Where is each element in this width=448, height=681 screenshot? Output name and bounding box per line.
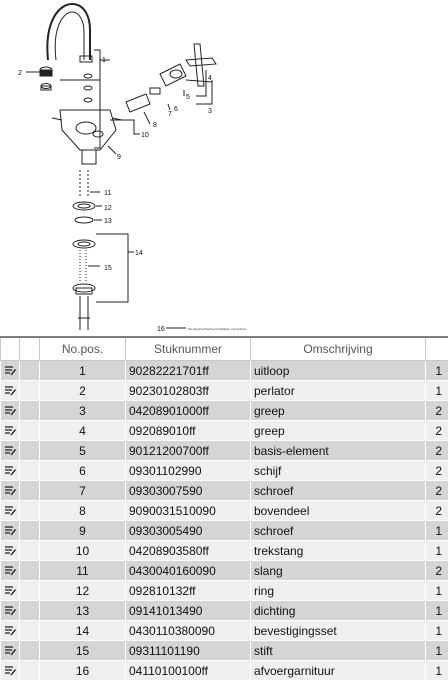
order-icon[interactable] <box>1 581 20 601</box>
cell-part-number: 0430040160090 <box>126 561 251 581</box>
cell-pos: 10 <box>40 541 126 561</box>
row-spacer <box>20 381 40 401</box>
cell-qty: 2 <box>426 401 448 421</box>
cell-part-number: 90230102803ff <box>126 381 251 401</box>
order-icon[interactable] <box>1 441 20 461</box>
cell-pos: 6 <box>40 461 126 481</box>
header-icon <box>1 338 20 361</box>
cell-pos: 8 <box>40 501 126 521</box>
row-spacer <box>20 661 40 681</box>
row-spacer <box>20 481 40 501</box>
table-row[interactable] <box>1 481 448 501</box>
cell-part-number: 0430110380090 <box>126 621 251 641</box>
cell-qty: 1 <box>426 641 448 661</box>
cell-description: stift <box>251 641 426 661</box>
svg-text:12: 12 <box>104 205 112 212</box>
svg-text:2: 2 <box>18 70 22 77</box>
cell-part-number: 04110100100ff <box>126 661 251 681</box>
cell-description: uitloop <box>251 361 426 381</box>
order-icon[interactable] <box>1 601 20 621</box>
header-pos[interactable]: No.pos. <box>40 338 126 361</box>
svg-text:16: 16 <box>157 326 165 333</box>
cell-qty: 1 <box>426 621 448 641</box>
svg-text:1: 1 <box>102 57 106 64</box>
cell-part-number: 09303007590 <box>126 481 251 501</box>
cell-part-number: 09311101190 <box>126 641 251 661</box>
table-header-row <box>1 338 448 361</box>
row-spacer <box>20 601 40 621</box>
svg-text:6: 6 <box>174 106 178 113</box>
order-icon[interactable] <box>1 401 20 421</box>
cell-pos: 7 <box>40 481 126 501</box>
cell-pos: 15 <box>40 641 126 661</box>
row-spacer <box>20 541 40 561</box>
cell-part-number: 90121200700ff <box>126 441 251 461</box>
cell-pos: 1 <box>40 361 126 381</box>
cell-description: greep <box>251 421 426 441</box>
svg-text:10: 10 <box>141 132 149 139</box>
table-row[interactable] <box>1 421 448 441</box>
cell-part-number: 9090031510090 <box>126 501 251 521</box>
cell-description: afvoergarnituur <box>251 661 426 681</box>
svg-text:13: 13 <box>104 218 112 225</box>
order-icon[interactable] <box>1 501 20 521</box>
svg-text:7: 7 <box>168 111 172 118</box>
cell-part-number: 092089010ff <box>126 421 251 441</box>
table-row[interactable] <box>1 661 448 681</box>
cell-pos: 3 <box>40 401 126 421</box>
cell-qty: 2 <box>426 501 448 521</box>
cell-description: perlator <box>251 381 426 401</box>
table-row[interactable] <box>1 361 448 381</box>
order-icon[interactable] <box>1 541 20 561</box>
cell-description: dichting <box>251 601 426 621</box>
table-row[interactable] <box>1 401 448 421</box>
cell-qty: 1 <box>426 601 448 621</box>
cell-qty: 2 <box>426 561 448 581</box>
cell-pos: 2 <box>40 381 126 401</box>
header-spacer <box>20 338 40 361</box>
row-spacer <box>20 501 40 521</box>
cell-part-number: 092810132ff <box>126 581 251 601</box>
table-row[interactable] <box>1 521 448 541</box>
cell-part-number: 09301102990 <box>126 461 251 481</box>
table-row[interactable] <box>1 601 448 621</box>
cell-qty: 2 <box>426 441 448 461</box>
cell-description: trekstang <box>251 541 426 561</box>
cell-qty: 1 <box>426 521 448 541</box>
cell-pos: 14 <box>40 621 126 641</box>
row-spacer <box>20 461 40 481</box>
cell-part-number: 09141013490 <box>126 601 251 621</box>
parts-table-container <box>0 336 448 681</box>
row-spacer <box>20 421 40 441</box>
cell-description: ring <box>251 581 426 601</box>
row-spacer <box>20 361 40 381</box>
cell-qty: 2 <box>426 461 448 481</box>
order-icon[interactable] <box>1 381 20 401</box>
table-row[interactable] <box>1 581 448 601</box>
order-icon[interactable] <box>1 561 20 581</box>
row-spacer <box>20 581 40 601</box>
cell-description: basis-element <box>251 441 426 461</box>
cell-description: schijf <box>251 461 426 481</box>
row-spacer <box>20 641 40 661</box>
cell-part-number: 04208901000ff <box>126 401 251 421</box>
cell-qty: 1 <box>426 581 448 601</box>
header-qty <box>426 338 448 361</box>
table-row[interactable] <box>1 501 448 521</box>
order-icon[interactable] <box>1 621 20 641</box>
order-icon[interactable] <box>1 661 20 681</box>
cell-qty: 2 <box>426 481 448 501</box>
cell-part-number: 09303005490 <box>126 521 251 541</box>
svg-text:14: 14 <box>135 250 143 257</box>
exploded-parts-drawing <box>0 0 448 336</box>
drawing-footnote: Montagehandleiding/Installation instructions <box>188 327 247 331</box>
cell-part-number: 04208903580ff <box>126 541 251 561</box>
table-row[interactable] <box>1 621 448 641</box>
cell-description: bevestigingsset <box>251 621 426 641</box>
cell-pos: 5 <box>40 441 126 461</box>
svg-text:9: 9 <box>117 154 121 161</box>
order-icon[interactable] <box>1 421 20 441</box>
cell-description: bovendeel <box>251 501 426 521</box>
header-description[interactable]: Omschrijving <box>251 338 426 361</box>
order-icon[interactable] <box>1 481 20 501</box>
row-spacer <box>20 401 40 421</box>
table-row[interactable] <box>1 441 448 461</box>
svg-text:15: 15 <box>104 265 112 272</box>
cell-qty: 1 <box>426 541 448 561</box>
faucet-diagram <box>0 0 448 336</box>
cell-description: schroef <box>251 481 426 501</box>
cell-pos: 9 <box>40 521 126 541</box>
cell-pos: 4 <box>40 421 126 441</box>
table-row[interactable] <box>1 561 448 581</box>
cell-qty: 1 <box>426 661 448 681</box>
svg-text:5: 5 <box>186 94 190 101</box>
cell-description: slang <box>251 561 426 581</box>
cell-qty: 2 <box>426 421 448 441</box>
svg-text:8: 8 <box>153 122 157 129</box>
table-row[interactable] <box>1 381 448 401</box>
cell-pos: 11 <box>40 561 126 581</box>
header-part-number[interactable]: Stuknummer <box>126 338 251 361</box>
cell-description: schroef <box>251 521 426 541</box>
cell-part-number: 90282221701ff <box>126 361 251 381</box>
row-spacer <box>20 521 40 541</box>
order-icon[interactable] <box>1 361 20 381</box>
row-spacer <box>20 621 40 641</box>
order-icon[interactable] <box>1 461 20 481</box>
cell-pos: 16 <box>40 661 126 681</box>
cell-pos: 12 <box>40 581 126 601</box>
cell-qty: 1 <box>426 381 448 401</box>
cell-description: greep <box>251 401 426 421</box>
order-icon[interactable] <box>1 521 20 541</box>
svg-text:11: 11 <box>104 190 111 197</box>
parts-table <box>0 338 448 681</box>
cell-qty: 1 <box>426 361 448 381</box>
svg-text:4: 4 <box>208 75 212 82</box>
table-row[interactable] <box>1 641 448 661</box>
table-row[interactable] <box>1 461 448 481</box>
table-row[interactable] <box>1 541 448 561</box>
row-spacer <box>20 561 40 581</box>
svg-text:3: 3 <box>208 108 212 115</box>
cell-pos: 13 <box>40 601 126 621</box>
order-icon[interactable] <box>1 641 20 661</box>
row-spacer <box>20 441 40 461</box>
